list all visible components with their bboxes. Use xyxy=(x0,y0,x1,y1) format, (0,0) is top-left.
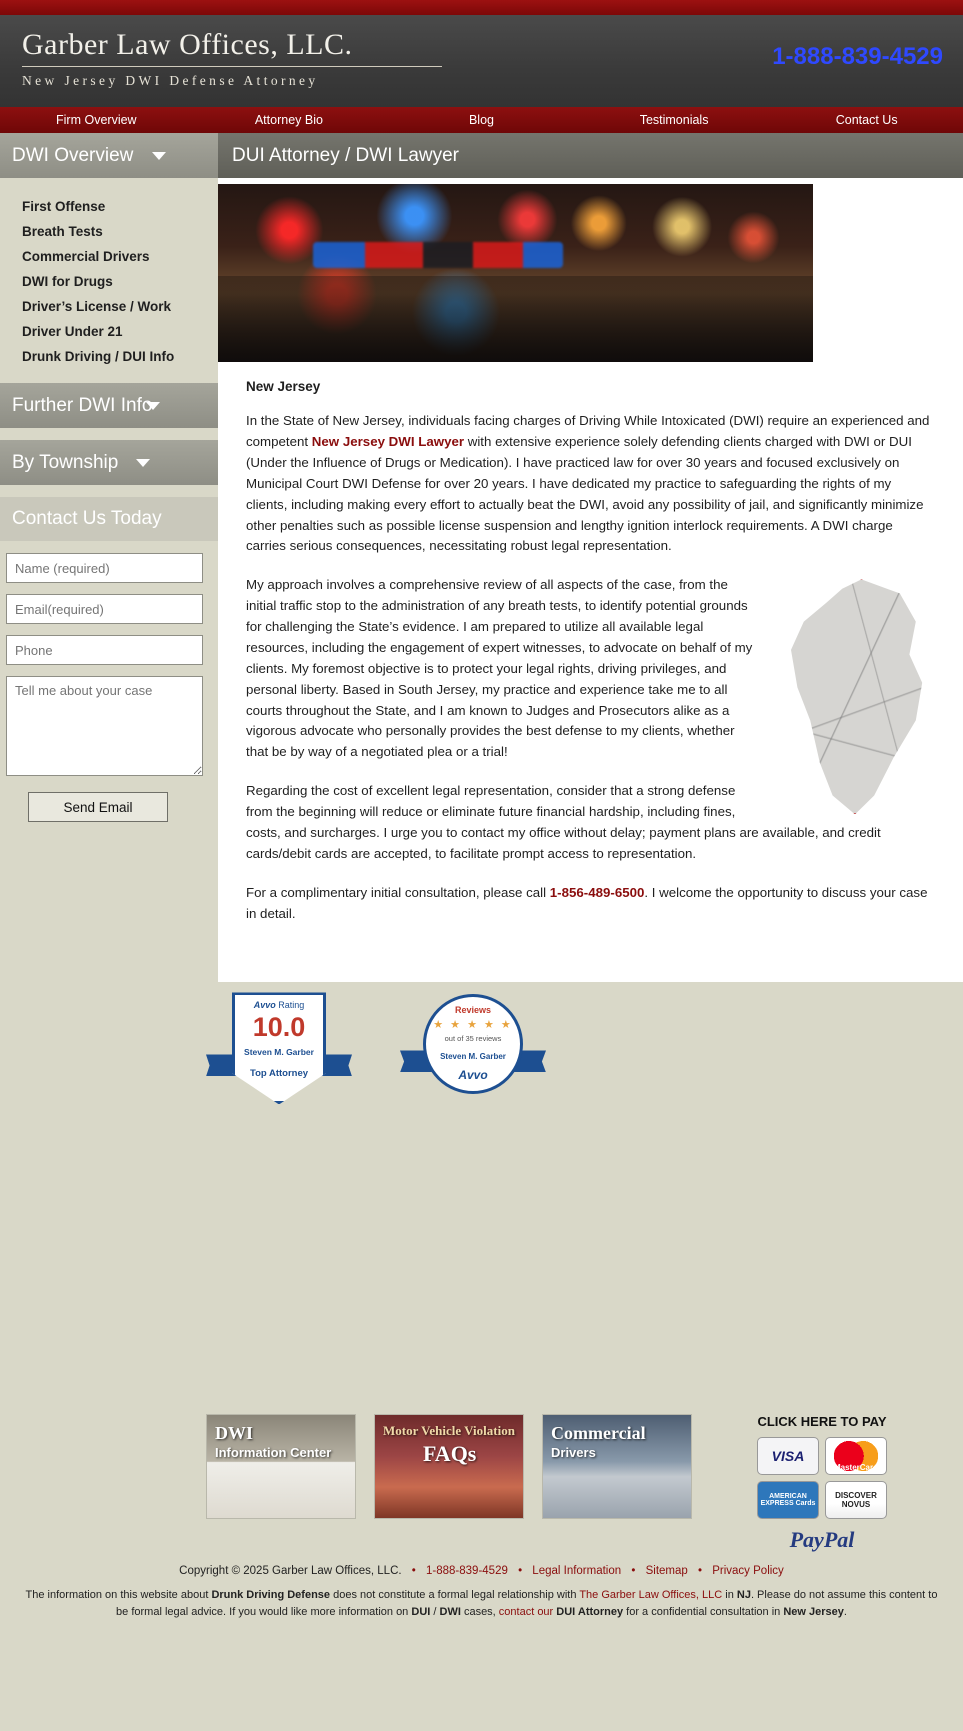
disclaimer-term-nj: NJ xyxy=(736,1589,751,1602)
name-field[interactable] xyxy=(6,553,203,583)
brand-divider xyxy=(22,66,442,67)
site-header xyxy=(0,15,963,107)
sidebar-panel-contact-us-today xyxy=(0,497,218,541)
sidebar-panel-label: Contact Us Today xyxy=(12,508,162,529)
site-footer xyxy=(0,1553,963,1638)
avvo-rating-word: Rating xyxy=(278,1000,305,1011)
sidebar-item-commercial-drivers[interactable]: Commercial Drivers xyxy=(22,249,150,264)
star-rating-icon: ★ ★ ★ ★ ★ xyxy=(433,1019,513,1032)
feature-tiles xyxy=(0,1414,963,1553)
footer-separator: • xyxy=(631,1565,636,1578)
accepted-cards xyxy=(732,1437,912,1519)
reviews-attorney-name: Steven M. Garber xyxy=(440,1052,506,1062)
police-lightbar-icon xyxy=(313,242,563,268)
discover-icon: DISCOVER NOVUS xyxy=(825,1481,887,1519)
disclaimer-term-dwi: DWI xyxy=(439,1605,461,1618)
footer-separator: • xyxy=(411,1565,416,1578)
disclaimer-term-drunk-driving-defense: Drunk Driving Defense xyxy=(211,1589,331,1602)
footer-link-legal-information[interactable]: Legal Information xyxy=(532,1565,622,1578)
avvo-attorney-name: Steven M. Garber xyxy=(244,1047,314,1058)
top-accent-bar xyxy=(0,0,963,15)
footer-link-privacy-policy[interactable]: Privacy Policy xyxy=(712,1565,784,1578)
brand-tagline: New Jersey DWI Defense Attorney xyxy=(22,72,319,88)
sidebar-panel-label: DWI Overview xyxy=(12,144,134,166)
phone-field[interactable] xyxy=(6,635,203,665)
disclaimer-text-a: The information on this website about xyxy=(25,1589,212,1602)
sidebar-item-driver-under-21[interactable]: Driver Under 21 xyxy=(22,324,123,339)
sidebar-submenu xyxy=(0,178,218,383)
disclaimer-text-d: in xyxy=(722,1589,737,1602)
sidebar-item-breath-tests[interactable]: Breath Tests xyxy=(22,224,103,239)
amex-icon: AMERICAN EXPRESS Cards xyxy=(757,1481,819,1519)
footer-disclaimer xyxy=(20,1587,943,1620)
paypal-icon[interactable]: PayPal xyxy=(789,1527,855,1553)
tile-subtitle: Drivers xyxy=(551,1445,596,1461)
sidebar-panel-label: By Township xyxy=(12,451,119,473)
footer-separator: • xyxy=(518,1565,523,1578)
award-badges xyxy=(0,982,963,1114)
article-paragraph-4 xyxy=(246,883,935,925)
nav-item-contact-us[interactable]: Contact Us xyxy=(835,113,898,127)
chevron-down-icon xyxy=(136,459,150,467)
content-columns xyxy=(0,133,963,982)
send-email-button[interactable]: Send Email xyxy=(28,792,168,822)
copyright-text: Copyright © 2025 Garber Law Offices, LLC. xyxy=(179,1565,402,1578)
contact-form xyxy=(0,541,218,832)
tile-title: Commercial xyxy=(551,1423,646,1444)
paragraph-4-text-a: For a complimentary initial consultation, please call xyxy=(246,884,550,900)
avvo-score: 10.0 xyxy=(252,1012,306,1043)
paragraph-1-text-a: In the State of New Jersey, individuals facing charges of Driving While Intoxicated (DWI) require an experienced and competent xyxy=(246,413,930,450)
sidebar-item-drivers-license-work[interactable]: Driver’s License / Work xyxy=(22,299,172,314)
avvo-rating-badge[interactable] xyxy=(206,992,352,1114)
sidebar-panel-further-dwi-info[interactable] xyxy=(0,383,218,428)
footer-phone-link[interactable]: 1-888-839-4529 xyxy=(426,1565,508,1578)
chevron-down-icon xyxy=(146,402,160,410)
tile-subtitle: Information Center xyxy=(215,1445,332,1461)
tile-dwi-information-center[interactable] xyxy=(206,1414,356,1519)
chevron-down-icon xyxy=(152,152,166,160)
avvo-rating-label xyxy=(232,1000,326,1010)
avvo-reviews-badge[interactable] xyxy=(400,992,546,1114)
paragraph-1-highlight: New Jersey DWI Lawyer xyxy=(311,434,465,450)
nav-item-testimonials[interactable]: Testimonials xyxy=(639,113,709,127)
disclaimer-term-dui: DUI xyxy=(411,1605,431,1618)
paragraph-1-text-c: with extensive experience solely defending clients charged with DWI or DUI (Under the Influence of Drugs or Medication). I have practiced law for over 30 years and focused exclusively on Municipal Court DWI Defense for over 20 years. I have dedicated my practice to safeguarding the rights of my clients, including making every effort to actually beat the DWI, avoid any possibility of jail, and significantly minimize other penalties such as possible license suspension and lengthy ignition interlock requirements. A DWI charge carries serious consequences, necessitating robust legal representation. xyxy=(246,434,924,554)
sidebar xyxy=(0,133,218,982)
article-paragraph-3: Regarding the cost of excellent legal representation, consider that a strong defense from the beginning will reduce or eliminate future financial hardship, including fines, costs, and surcharges. I urge you to contact my office without delay; payment plans are available, and credit cards/debit cards are accepted, to facilitate prompt access to representation. xyxy=(246,783,881,861)
reviews-count-label: out of 35 reviews xyxy=(444,1034,502,1044)
click-here-to-pay-label: CLICK HERE TO PAY xyxy=(757,1414,887,1430)
header-phone-link[interactable]: 1-888-839-4529 xyxy=(772,43,943,70)
article-body xyxy=(218,362,963,982)
disclaimer-term-new-jersey: New Jersey xyxy=(783,1605,844,1618)
avvo-brand: Avvo xyxy=(458,1068,488,1083)
disclaimer-text-h: for a confidential consultation in xyxy=(623,1605,784,1618)
tile-title: DWI xyxy=(215,1423,254,1444)
disclaimer-text-c: does not constitute a formal legal relationship with xyxy=(330,1589,580,1602)
tile-title: Motor Vehicle Violation xyxy=(383,1423,515,1439)
page-title: DUI Attorney / DWI Lawyer xyxy=(218,133,963,178)
article-subheading: New Jersey xyxy=(246,379,321,394)
main-navigation xyxy=(0,107,963,133)
new-jersey-map-icon xyxy=(775,579,935,814)
main-content xyxy=(218,133,963,982)
footer-links-row xyxy=(20,1565,943,1577)
tile-motor-vehicle-faqs[interactable] xyxy=(374,1414,524,1519)
nj-map-county-lines xyxy=(775,579,935,814)
mastercard-icon: MasterCard xyxy=(825,1437,887,1475)
footer-link-sitemap[interactable]: Sitemap xyxy=(645,1565,688,1578)
nav-item-attorney-bio[interactable]: Attorney Bio xyxy=(254,113,323,127)
tile-commercial-drivers[interactable] xyxy=(542,1414,692,1519)
brand-name: Garber Law Offices, LLC. xyxy=(22,28,353,61)
sidebar-item-dwi-for-drugs[interactable]: DWI for Drugs xyxy=(22,274,113,289)
reviews-label: Reviews xyxy=(454,1005,492,1016)
hero-car-layer xyxy=(218,276,813,362)
hero-police-lights-image xyxy=(218,184,813,362)
sidebar-panel-label: Further DWI Info xyxy=(12,394,153,416)
disclaimer-link-contact[interactable]: contact our xyxy=(498,1605,554,1618)
avvo-tier-label: Top Attorney xyxy=(249,1068,309,1080)
tile-subtitle: FAQs xyxy=(423,1441,477,1467)
sidebar-panel-by-township[interactable] xyxy=(0,440,218,485)
message-field[interactable] xyxy=(6,676,203,776)
article-paragraph-1 xyxy=(246,411,935,557)
nav-item-firm-overview[interactable]: Firm Overview xyxy=(56,113,137,127)
disclaimer-text-g: cases, xyxy=(460,1605,499,1618)
article-paragraph-2: My approach involves a comprehensive review of all aspects of the case, from the initial traffic stop to the administration of any breath tests, to identify potential grounds for challenging the State’s evidence. I am prepared to utilize all available legal resources, including the engagement of expert witnesses, to advocate on behalf of my clients. My foremost objective is to protect your legal rights, driving privileges, and personal liberty. Based in South Jersey, my practice and experience take me to all courts throughout the State, and I am known to Judges and Prosecutors alike as a vigorous advocate who personally provides the best defense to my clients, whether that be by way of a negotiated plea or a trial! xyxy=(246,577,753,760)
avvo-brand: Avvo xyxy=(253,1000,276,1011)
visa-icon: VISA xyxy=(757,1437,819,1475)
email-field[interactable] xyxy=(6,594,203,624)
disclaimer-text-e: . Please do not assume this content to be formal legal advice. If you would like more information on xyxy=(116,1589,938,1618)
sidebar-panel-dwi-overview[interactable] xyxy=(0,133,218,178)
nav-item-blog[interactable]: Blog xyxy=(468,113,494,127)
consultation-phone[interactable]: 1-856-489-6500 xyxy=(549,884,645,900)
disclaimer-term-dui-attorney: DUI Attorney xyxy=(556,1605,624,1618)
disclaimer-text-i: . xyxy=(843,1605,847,1618)
sidebar-item-drunk-driving-dui-info[interactable]: Drunk Driving / DUI Info xyxy=(22,349,175,364)
sidebar-item-first-offense[interactable]: First Offense xyxy=(22,199,106,214)
footer-separator: • xyxy=(698,1565,703,1578)
paragraph-4-text-c: . I welcome the opportunity to discuss your case in detail. xyxy=(246,884,928,921)
disclaimer-link-firm[interactable]: The Garber Law Offices, LLC xyxy=(579,1589,723,1602)
payment-block xyxy=(732,1414,912,1553)
disclaimer-text-f: / xyxy=(430,1605,440,1618)
